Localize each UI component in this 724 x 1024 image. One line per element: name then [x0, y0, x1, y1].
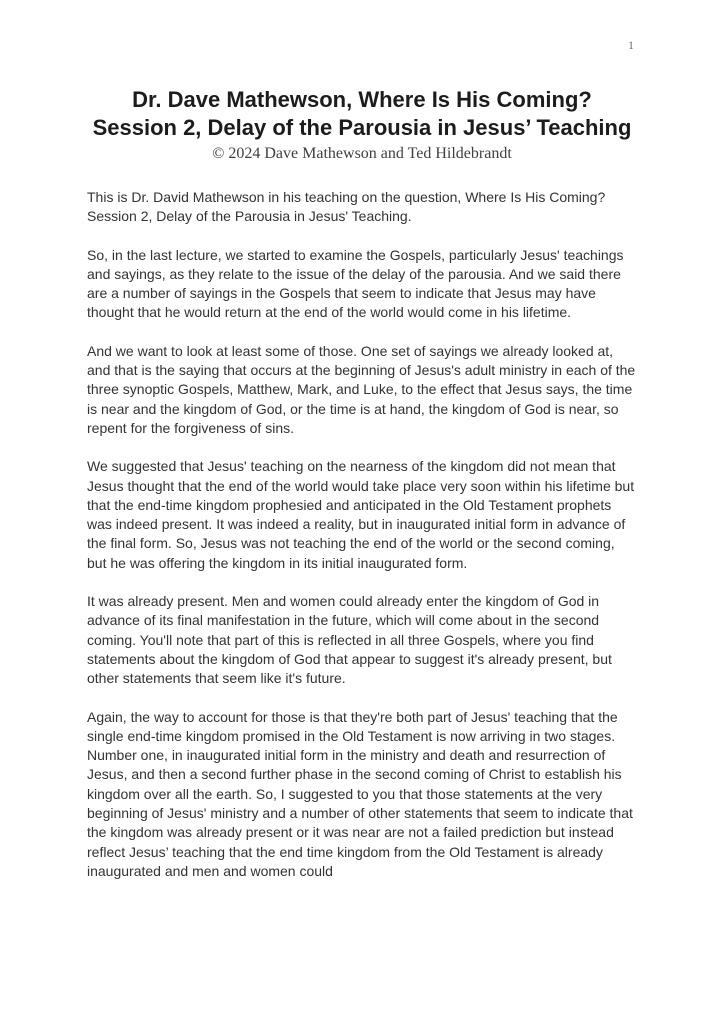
paragraph-already-present: It was already present. Men and women could already enter the kingdom of God in advance of its final manifestation in the future, which will come about in the second coming. You'll note that part of this is reflected in all three Gospels, where you find statements about the kingdom of God that appear to suggest it's already present, but other statements that seem like it's future.	[87, 593, 612, 687]
title-line-2: Session 2, Delay of the Parousia in Jesus’ Teaching	[92, 115, 632, 140]
paragraph-intro: This is Dr. David Mathewson in his teaching on the question, Where Is His Coming? Session 2, Delay of the Parousia in Jesus' Teaching.	[87, 189, 606, 225]
document-body	[87, 188, 637, 881]
document-title	[87, 86, 637, 142]
paragraph-sayings: And we want to look at least some of those. One set of sayings we already looked at, and that is the saying that occurs at the beginning of Jesus's adult ministry in each of the three synoptic Gospels, Matthew, Mark, and Luke, to the effect that Jesus says, the time is near and the kingdom of God, or the time is at hand, the kingdom of God is near, so repent for the forgiveness of sins.	[87, 342, 636, 436]
paragraph-last-lecture: So, in the last lecture, we started to examine the Gospels, particularly Jesus' teachings and sayings, as they relate to the issue of the delay of the parousia. And we said there are a number of sayings in the Gospels that seem to indicate that Jesus may have thought that he would return at the end of the world would come in his lifetime.	[87, 246, 624, 321]
copyright-byline: © 2024 Dave Mathewson and Ted Hildebrandt	[212, 145, 512, 162]
paragraph-two-stages: Again, the way to account for those is that they're both part of Jesus' teaching that the single end-time kingdom promised in the Old Testament is now arriving in two stages. Number one, in inaugurated initial form in the ministry and death and resurrection of Jesus, and then a second further phase in the second coming of Christ to establish his kingdom over all the earth. So, I suggested to you that those statements at the very beginning of Jesus' ministry and a number of other statements that seem to indicate that the kingdom was already present or it was near are not a failed prediction but instead reflect Jesus’ teaching that the end time kingdom from the Old Testament is already inaugurated and men and women could	[87, 708, 633, 879]
title-line-1: Dr. Dave Mathewson, Where Is His Coming?	[132, 87, 592, 112]
document-content	[87, 86, 637, 900]
paragraph-nearness: We suggested that Jesus' teaching on the nearness of the kingdom did not mean that Jesus thought that the end of the world would take place very soon within his lifetime but that the end-time kingdom prophesied and anticipated in the Old Testament prophets was indeed present. It was indeed a reality, but in inaugurated initial form in advance of the final form. So, Jesus was not teaching the end of the world or the second coming, but he was offering the kingdom in its initial inaugurated form.	[87, 458, 635, 571]
page-number: 1	[628, 38, 634, 52]
